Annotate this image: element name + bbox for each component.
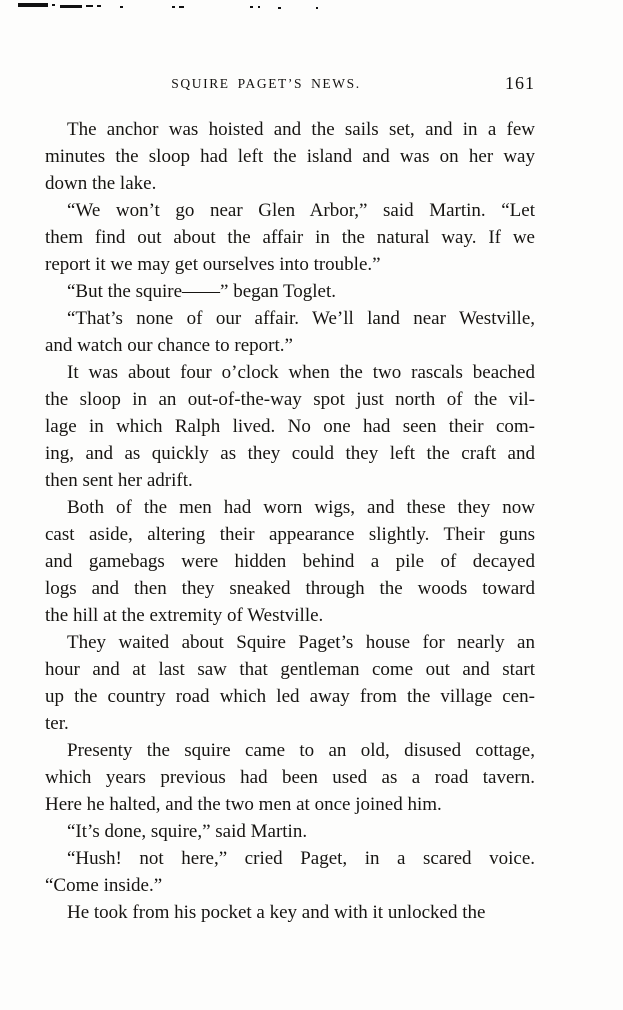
text-line: minutes the sloop had left the island and was on her way: [45, 146, 535, 167]
text-line: They waited about Squire Paget’s house for nearly an: [67, 632, 535, 653]
text-line: “Hush! not here,” cried Paget, in a scared voice.: [67, 848, 535, 869]
text-line: Presenty the squire came to an old, disused cottage,: [67, 740, 535, 761]
page-header: [45, 73, 535, 98]
text-line: the hill at the extremity of Westville.: [45, 605, 324, 626]
scan-artifact-marks: [0, 0, 623, 12]
paragraph: [45, 899, 535, 926]
text-line: down the lake.: [45, 173, 157, 194]
text-line: Here he halted, and the two men at once joined him.: [45, 794, 442, 815]
text-line: “That’s none of our affair. We’ll land near Westville,: [67, 308, 535, 329]
text-line: ter.: [45, 713, 69, 734]
text-line: He took from his pocket a key and with it unlocked the: [67, 902, 486, 923]
text-line: them find out about the affair in the natural way. If we: [45, 227, 535, 248]
paragraph: [45, 845, 535, 899]
text-line: logs and then they sneaked through the woods toward: [45, 578, 535, 599]
paragraph: [45, 494, 535, 629]
text-line: The anchor was hoisted and the sails set, and in a few: [67, 119, 535, 140]
text-line: “It’s done, squire,” said Martin.: [67, 821, 308, 842]
running-head-title: SQUIRE PAGET’S NEWS.: [171, 76, 361, 91]
text-line: “We won’t go near Glen Arbor,” said Martin. “Let: [67, 200, 535, 221]
text-line: up the country road which led away from the village cen-: [45, 686, 535, 707]
text-line: and watch our chance to report.”: [45, 335, 293, 356]
text-line: which years previous had been used as a road tavern.: [45, 767, 535, 788]
text-line: Both of the men had worn wigs, and these they now: [67, 497, 535, 518]
text-line: “Come inside.”: [45, 875, 163, 896]
text-line: report it we may get ourselves into trouble.”: [45, 254, 381, 275]
paragraph: [45, 197, 535, 278]
text-line: cast aside, altering their appearance slightly. Their guns: [45, 524, 535, 545]
text-line: the sloop in an out-of-the-way spot just north of the vil-: [45, 389, 535, 410]
paragraph: [45, 818, 535, 845]
text-line: ing, and as quickly as they could they left the craft and: [45, 443, 535, 464]
body-text: [45, 116, 535, 926]
paragraph: [45, 305, 535, 359]
text-line: and gamebags were hidden behind a pile of decayed: [45, 551, 535, 572]
paragraph: [45, 359, 535, 494]
text-line: It was about four o’clock when the two rascals beached: [67, 362, 535, 383]
paragraph: [45, 278, 535, 305]
paragraph: [45, 737, 535, 818]
paragraph: [45, 629, 535, 737]
text-line: lage in which Ralph lived. No one had seen their com-: [45, 416, 535, 437]
paragraph: [45, 116, 535, 197]
text-line: hour and at last saw that gentleman come out and start: [45, 659, 535, 680]
page-number: 161: [505, 73, 535, 93]
text-line: then sent her adrift.: [45, 470, 193, 491]
text-line: “But the squire——” began Toglet.: [67, 281, 337, 302]
